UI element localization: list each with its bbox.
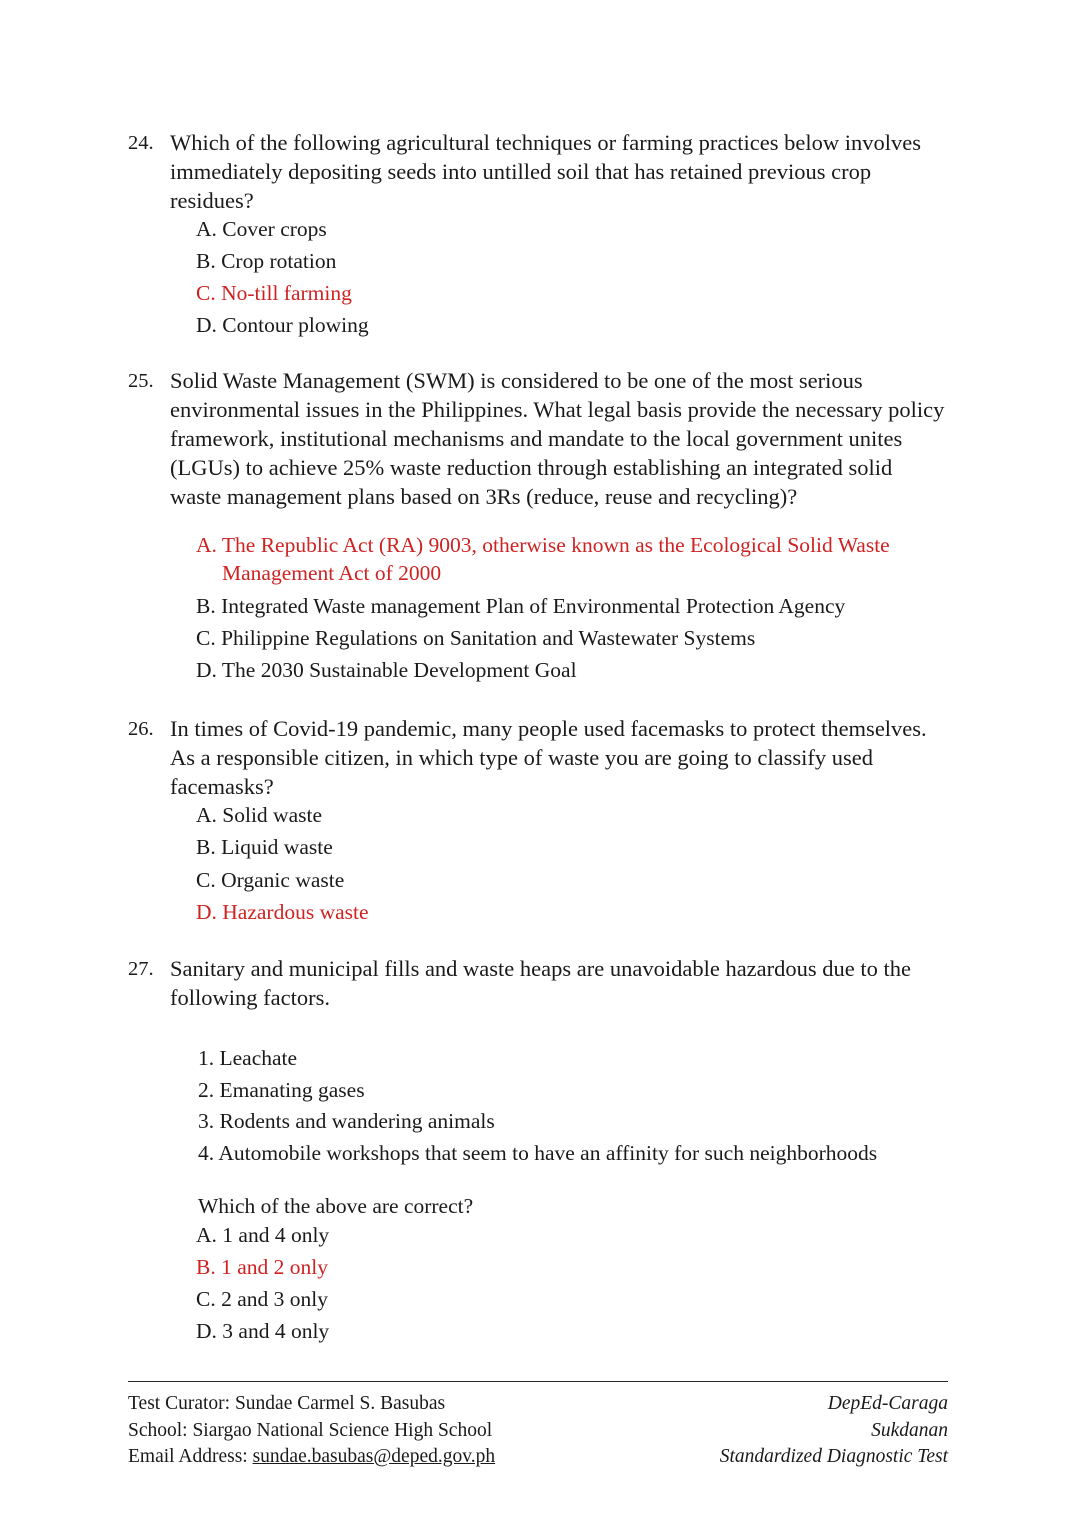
option-a[interactable]: A. 1 and 4 only (196, 1223, 330, 1248)
question-item-27 (128, 954, 948, 1346)
option-b[interactable]: B. Crop rotation (196, 249, 337, 274)
option-a[interactable]: A. Solid waste (196, 803, 323, 828)
question-number: 26. (128, 718, 154, 741)
footer-columns (128, 1391, 948, 1471)
footer-test-type-line: Standardized Diagnostic Test (719, 1446, 948, 1467)
option-list (128, 531, 948, 684)
factor-item-1: 1. Leachate (198, 1046, 298, 1071)
option-c[interactable]: C. No-till farming (196, 281, 352, 306)
question-number: 25. (128, 369, 154, 392)
question-text: Solid Waste Management (SWM) is considered to be one of the most serious environmental issues in the Philippines. What legal basis provide the necessary policy framework, institutional mechanisms and mandate to the local government unites (LGUs) to achieve 25% waste reduction through establishing an integrated solid waste management plans based on 3Rs (reduce, reuse and recycling)? (170, 367, 945, 509)
option-c[interactable]: C. 2 and 3 only (196, 1287, 328, 1312)
option-c[interactable]: C. Philippine Regulations on Sanitation and Wastewater Systems (196, 625, 756, 650)
factor-item-4: 4. Automobile workshops that seem to have an affinity for such neighborhoods (198, 1141, 878, 1165)
page-footer (128, 1381, 948, 1471)
option-d[interactable]: D. 3 and 4 only (196, 1319, 330, 1344)
factor-list (128, 1044, 948, 1167)
question-text: Sanitary and municipal fills and waste heaps are unavoidable hazardous due to the following factors. (170, 956, 912, 1011)
option-a[interactable]: A. Cover crops (196, 217, 327, 241)
question-item-24 (128, 128, 948, 340)
footer-email-link[interactable]: sundae.basubas@deped.gov.ph (252, 1446, 496, 1467)
option-b[interactable]: B. Liquid waste (196, 835, 333, 860)
option-list (128, 215, 948, 340)
question-header (128, 366, 948, 511)
footer-org-line: DepEd-Caraga (827, 1393, 948, 1414)
option-list (128, 1221, 948, 1346)
footer-email-label: Email Address: (128, 1446, 253, 1467)
option-list (128, 801, 948, 926)
question-header (128, 714, 948, 801)
question-header (128, 128, 948, 215)
question-number: 24. (128, 132, 154, 154)
footer-curator-line: Test Curator: Sundae Carmel S. Basubas (128, 1393, 446, 1414)
option-d[interactable]: D. The 2030 Sustainable Development Goal (196, 657, 577, 682)
footer-right-block (720, 1391, 948, 1471)
option-d[interactable]: D. Hazardous waste (196, 899, 369, 924)
footer-left-block (128, 1391, 495, 1471)
option-b[interactable]: B. 1 and 2 only (196, 1255, 328, 1280)
option-a[interactable]: A. The Republic Act (RA) 9003, otherwise known as the Ecological Solid Waste Management Act of 2000 (196, 532, 890, 586)
footer-email-line (128, 1444, 495, 1471)
factor-item-2: 2. Emanating gases (198, 1077, 365, 1102)
question-text: Which of the following agricultural techniques or farming practices below involves immediately depositing seeds into untilled soil that has retained previous crop residues? (170, 130, 922, 213)
question-text: In times of Covid-19 pandemic, many people used facemasks to protect themselves. As a responsible citizen, in which type of waste you are going to classify used facemasks? (170, 716, 927, 800)
footer-program-line: Sukdanan (871, 1419, 948, 1441)
question-item-25 (128, 366, 948, 684)
question-item-26 (128, 714, 948, 926)
footer-divider (128, 1381, 948, 1382)
option-c[interactable]: C. Organic waste (196, 867, 345, 892)
option-b[interactable]: B. Integrated Waste management Plan of Environmental Protection Agency (196, 593, 846, 618)
question-number: 27. (128, 958, 154, 981)
question-header (128, 954, 948, 1012)
option-d[interactable]: D. Contour plowing (196, 313, 369, 338)
question-list (128, 128, 948, 1346)
footer-school-line: School: Siargao National Science High School (128, 1419, 493, 1441)
question-lead-in: Which of the above are correct? (198, 1193, 474, 1218)
factor-item-3: 3. Rodents and wandering animals (198, 1109, 495, 1134)
